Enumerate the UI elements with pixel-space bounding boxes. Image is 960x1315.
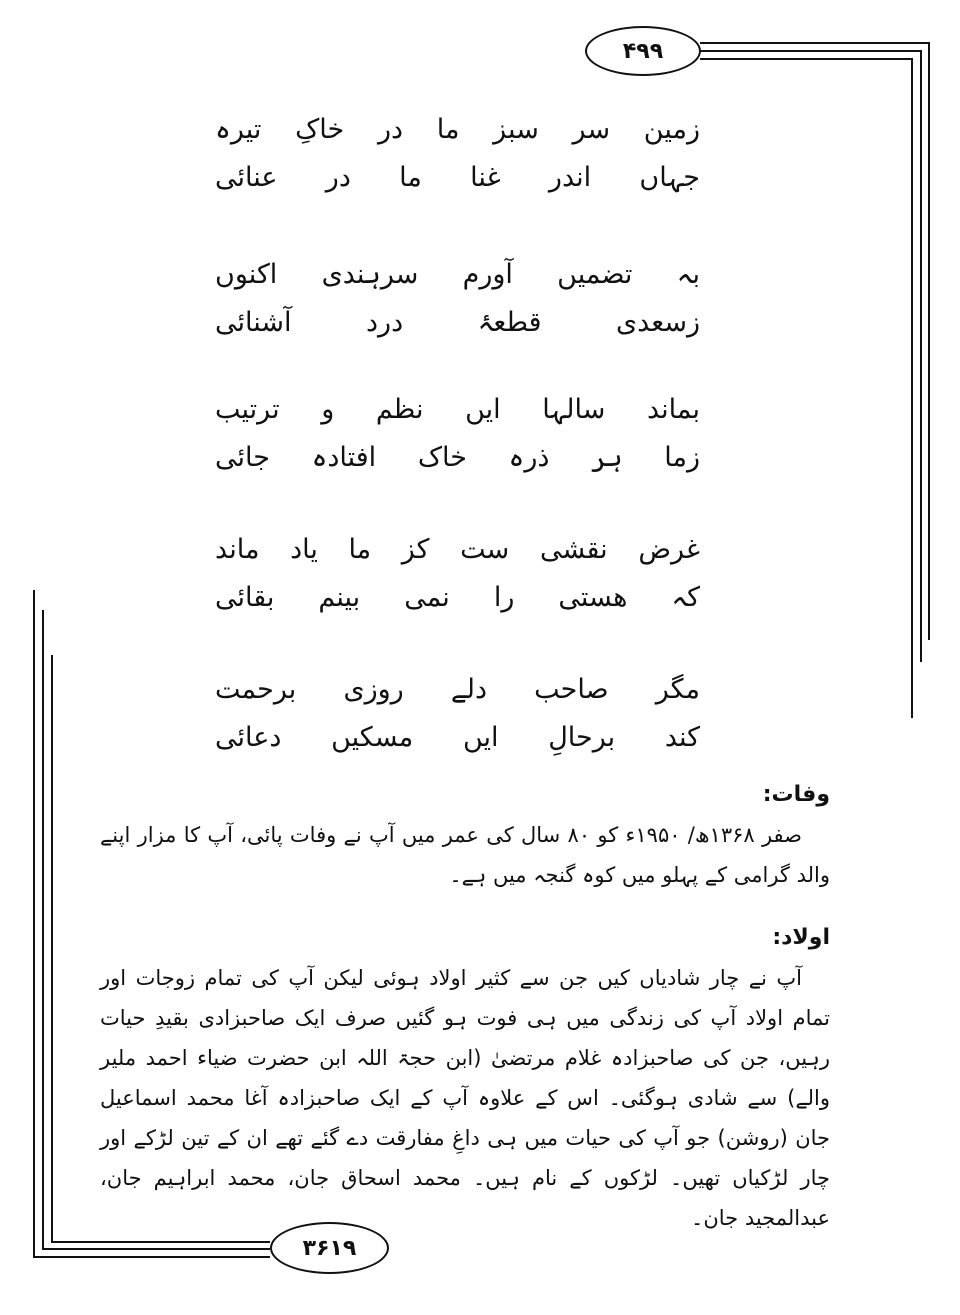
word: ایں: [462, 721, 499, 753]
word: در: [377, 113, 404, 145]
word: درد: [366, 306, 404, 338]
word: ہر: [591, 441, 623, 473]
frame-top-rule-2: [700, 50, 922, 52]
word: مسکیں: [331, 721, 414, 753]
verse-line: [215, 298, 700, 346]
word: بماند: [646, 393, 700, 425]
word: را: [493, 581, 515, 613]
word: برحالِ: [548, 721, 616, 753]
frame-left-rule-3: [51, 655, 53, 1243]
frame-top-rule-1: [700, 42, 930, 44]
frame-top-rule-3: [700, 58, 912, 60]
word: سر: [572, 113, 611, 145]
word: کز: [401, 533, 430, 565]
word: دعائی: [215, 721, 282, 753]
word: غنا: [470, 161, 501, 193]
frame-bottom-rule-3: [51, 1241, 270, 1243]
word: ذرہ: [508, 441, 550, 473]
word: کند: [664, 721, 700, 753]
section-heading: اولاد:: [772, 925, 830, 950]
section-paragraph: آپ نے چار شادیاں کیں جن سے کثیر اولاد ہوئی لیکن آپ کی تمام زوجات اور تمام اولاد آپ کی زندگی میں ہی فوت ہو گئیں صرف ایک صاحبزادی بقیدِ حیات رہیں، جن کی صاحبزادہ غلام مرتضیٰ (ابن حجۃ اللہ ابن حضرت ضیاء احمد ملیر والے) سے شادی ہوگئی۔ اس کے علاوہ آپ کے ایک صاحبزادہ آغا محمد اسماعیل جان (روشن) جو آپ کی حیات میں ہی داغِ مفارقت دے گئے تھے ان کے تین لڑکے اور چار لڑکیاں تھیں۔ لڑکوں کے نام ہیں۔ محمد اسحاق جان، محمد ابراہیم جان، عبدالمجید جان۔: [100, 966, 830, 1230]
poem-stanza-2: [215, 250, 700, 346]
word: برحمت: [215, 673, 297, 705]
word: بینم: [318, 581, 361, 613]
word: ایں: [465, 393, 501, 425]
word: زما: [664, 441, 700, 473]
word: ترتیب: [215, 393, 280, 425]
word: صاحب: [534, 673, 609, 705]
verse-line: [215, 573, 700, 621]
verse-line: [215, 525, 700, 573]
page-number-bottom: ۳۶۱۹: [270, 1222, 389, 1274]
word: آورم: [462, 258, 513, 290]
word: جہاں: [639, 161, 700, 193]
poem-stanza-4: [215, 525, 700, 621]
verse-line: [215, 665, 700, 713]
word: اکنوں: [215, 258, 278, 290]
word: ما: [348, 533, 372, 565]
word: اندر: [548, 161, 592, 193]
word: غرض: [638, 533, 700, 565]
frame-bottom-rule-2: [42, 1248, 270, 1250]
word: خاک: [417, 441, 467, 473]
word: نظم: [375, 393, 424, 425]
word: نقشی: [539, 533, 608, 565]
frame-right-rule-2: [920, 50, 922, 662]
word: خاکِ: [295, 113, 345, 145]
word: روزی: [343, 673, 404, 705]
frame-bottom-rule-1: [33, 1256, 270, 1258]
verse-line: [215, 153, 700, 201]
page-number-top: ۴۹۹: [585, 26, 701, 76]
word: بقائی: [215, 581, 275, 613]
verse-line: [215, 385, 700, 433]
word: قطعۂ: [477, 306, 542, 338]
word: سرہندی: [321, 258, 419, 290]
word: ست: [460, 533, 510, 565]
word: سبز: [493, 113, 539, 145]
word: آشنائی: [215, 306, 292, 338]
word: زمین: [643, 113, 700, 145]
word: تضمیں: [557, 258, 633, 290]
word: ماند: [215, 533, 260, 565]
word: نمی: [404, 581, 450, 613]
frame-left-rule-2: [42, 610, 44, 1250]
word: و: [321, 393, 335, 425]
poem-stanza-3: [215, 385, 700, 481]
word: جائی: [215, 441, 270, 473]
poem-stanza-5: [215, 665, 700, 761]
verse-line: [215, 105, 700, 153]
word: مگر: [655, 673, 700, 705]
word: عنائی: [215, 161, 278, 193]
section-paragraph: صفر ۱۳۶۸ھ/ ۱۹۵۰ء کو ۸۰ سال کی عمر میں آپ نے وفات پائی، آپ کا مزار اپنے والد گرامی کے پہلو میں کوہ گنجہ میں ہے۔: [100, 823, 830, 887]
word: افتادہ: [311, 441, 377, 473]
poem-stanza-1: [215, 105, 700, 201]
frame-left-rule-1: [33, 590, 35, 1258]
word: دلے: [450, 673, 487, 705]
frame-right-rule-1: [928, 42, 930, 640]
word: یاد: [290, 533, 318, 565]
verse-line: [215, 250, 700, 298]
verse-line: [215, 713, 700, 761]
frame-right-rule-3: [911, 58, 913, 718]
word: در: [325, 161, 351, 193]
word: سالہا: [542, 393, 606, 425]
section-death: [100, 775, 830, 895]
word: بہ: [676, 258, 700, 290]
verse-line: [215, 433, 700, 481]
section-heading: وفات:: [762, 782, 830, 807]
word: کہ: [671, 581, 700, 613]
word: تیرہ: [215, 113, 262, 145]
word: ما: [436, 113, 460, 145]
word: ما: [399, 161, 422, 193]
word: ھستی: [558, 581, 628, 613]
word: زسعدی: [616, 306, 700, 338]
section-children: [100, 918, 830, 1238]
